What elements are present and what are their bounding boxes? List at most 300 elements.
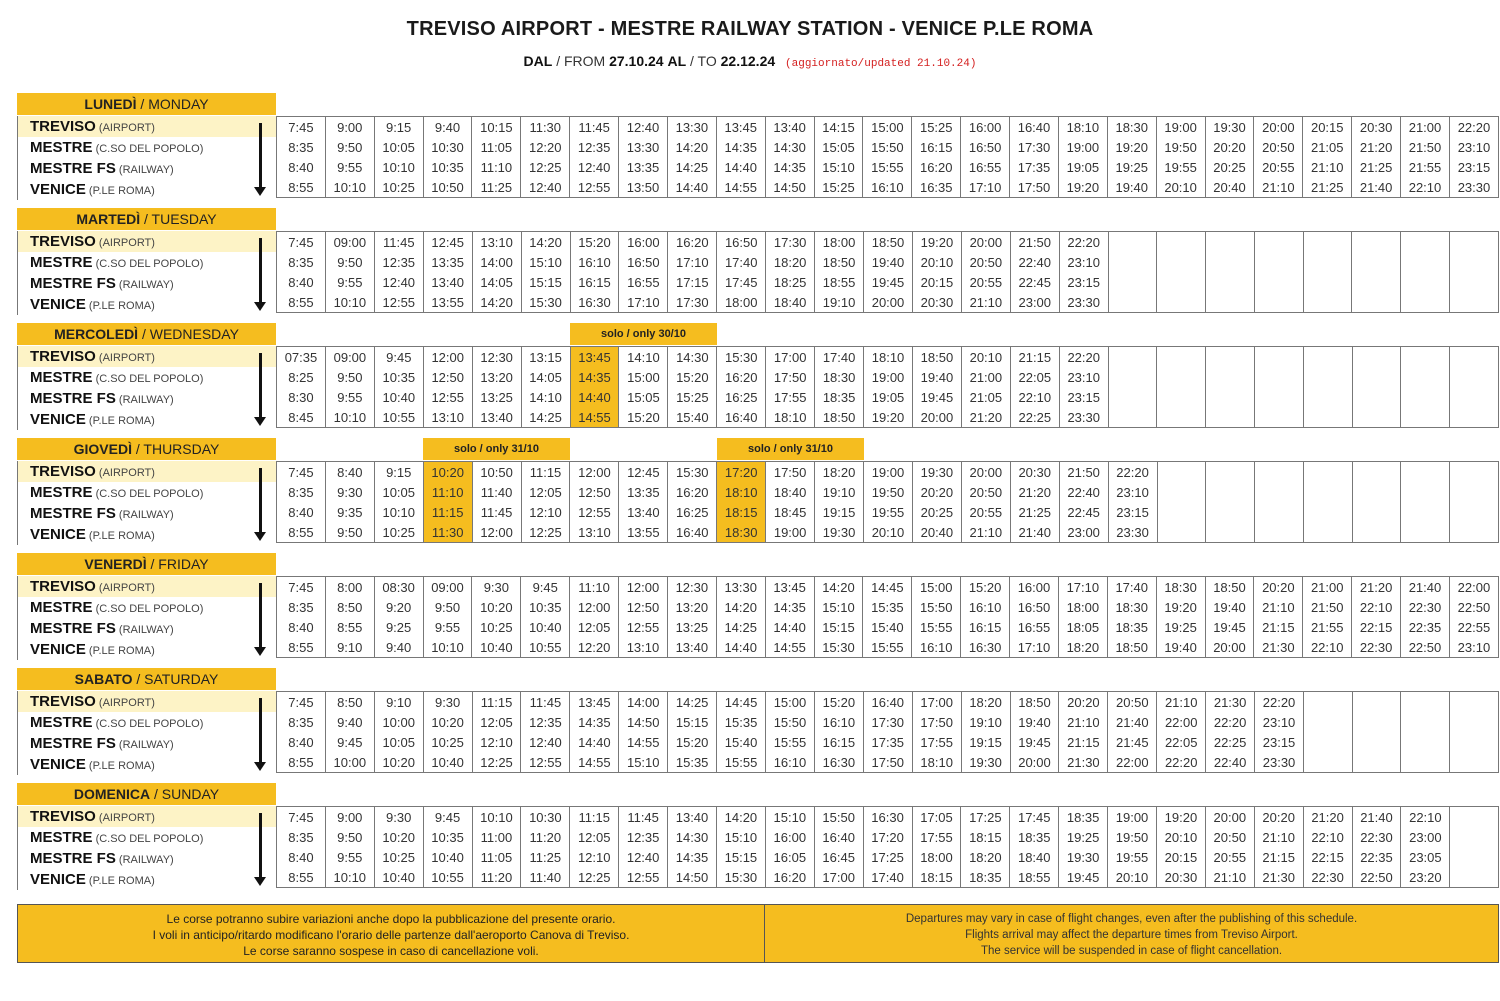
table-row	[277, 137, 1499, 157]
day-name-en: SUNDAY	[161, 786, 220, 802]
time-cell: 20:30	[1010, 462, 1059, 483]
departure-times-table	[276, 346, 1499, 428]
time-cell: 15:35	[863, 597, 912, 617]
table-row	[277, 637, 1499, 658]
time-cell: 17:50	[912, 712, 961, 732]
time-cell: 12:25	[521, 522, 570, 543]
time-cell: 22:45	[1059, 502, 1108, 522]
time-cell: 13:45	[765, 577, 814, 598]
time-cell: 16:10	[814, 712, 863, 732]
time-cell: 13:10	[423, 407, 472, 428]
time-cell	[1352, 732, 1401, 752]
time-cell: 18:35	[815, 387, 864, 407]
time-cell: 16:30	[863, 807, 912, 828]
time-cell: 22:45	[1010, 272, 1059, 292]
stop-name: MESTRE	[30, 714, 93, 731]
time-cell: 13:25	[472, 387, 521, 407]
time-cell: 19:00	[864, 367, 913, 387]
time-cell: 22:25	[1206, 732, 1255, 752]
time-cell	[1206, 232, 1255, 253]
time-cell: 22:30	[1401, 597, 1450, 617]
start-date: 27.10.24	[609, 53, 664, 69]
time-cell: 18:10	[1058, 117, 1107, 138]
time-cell: 11:10	[472, 157, 521, 177]
time-cell: 22:20	[1059, 232, 1108, 253]
stop-detail: (P.LE ROMA)	[88, 415, 155, 427]
stop-list	[17, 806, 277, 890]
stop-detail: (AIRPORT)	[98, 122, 155, 134]
time-cell	[1352, 482, 1401, 502]
time-cell: 14:05	[521, 367, 570, 387]
time-cell: 17:10	[668, 252, 717, 272]
time-cell: 14:45	[863, 577, 912, 598]
time-cell	[1157, 522, 1206, 543]
time-cell: 19:15	[961, 732, 1010, 752]
time-cell: 8:35	[277, 482, 326, 502]
time-cell: 20:00	[1010, 752, 1059, 773]
time-cell: 12:30	[472, 347, 521, 368]
stop-treviso	[18, 576, 277, 597]
time-cell: 14:20	[521, 232, 570, 253]
time-cell	[1255, 462, 1304, 483]
time-cell: 13:25	[667, 617, 716, 637]
time-cell: 09:00	[325, 232, 374, 253]
to-label: / TO	[690, 53, 717, 69]
time-cell	[1450, 692, 1499, 713]
time-cell: 20:00	[961, 232, 1010, 253]
time-cell: 12:40	[619, 847, 668, 867]
time-cell	[1303, 482, 1352, 502]
time-cell: 14:45	[717, 692, 766, 713]
table-row	[277, 522, 1499, 543]
time-cell	[1450, 732, 1499, 752]
time-cell: 22:10	[1401, 177, 1450, 198]
time-cell: 18:50	[1107, 637, 1156, 658]
departure-times-table	[276, 806, 1499, 888]
time-cell: 12:40	[374, 272, 423, 292]
time-cell: 10:55	[423, 867, 472, 888]
validity-period	[0, 53, 1500, 70]
time-cell: 15:10	[814, 157, 863, 177]
time-cell: 16:10	[912, 637, 961, 658]
time-cell	[1157, 232, 1206, 253]
time-cell: 12:35	[619, 827, 668, 847]
time-cell: 20:55	[961, 502, 1010, 522]
time-cell	[1401, 252, 1450, 272]
time-cell	[1352, 272, 1401, 292]
time-cell	[1206, 292, 1255, 313]
time-cell: 12:50	[423, 367, 472, 387]
time-cell: 21:50	[1010, 232, 1059, 253]
time-cell: 19:20	[1107, 137, 1156, 157]
time-cell: 22:20	[1108, 462, 1157, 483]
time-cell: 14:55	[716, 177, 765, 198]
stop-detail: (P.LE ROMA)	[88, 875, 155, 887]
special-date-banner: solo / only 31/10	[717, 438, 864, 460]
time-cell: 14:35	[765, 597, 814, 617]
time-cell: 19:40	[1205, 597, 1254, 617]
time-cell: 9:50	[325, 827, 374, 847]
time-cell: 18:55	[1010, 867, 1059, 888]
time-cell: 14:35	[668, 847, 717, 867]
stop-mestre	[18, 827, 277, 848]
stop-name: VENICE	[30, 526, 86, 543]
time-cell: 19:30	[1205, 117, 1254, 138]
down-arrow-icon	[254, 877, 266, 886]
time-cell: 11:40	[521, 867, 570, 888]
time-cell: 17:10	[1058, 577, 1107, 598]
time-cell	[1303, 232, 1352, 253]
time-cell: 9:30	[325, 482, 374, 502]
time-cell: 10:25	[472, 617, 521, 637]
time-cell: 17:40	[1107, 577, 1156, 598]
time-cell: 20:30	[1156, 867, 1205, 888]
stop-detail: (C.SO DEL POPOLO)	[95, 833, 204, 845]
time-cell	[1108, 347, 1157, 368]
time-cell: 13:55	[423, 292, 472, 313]
time-cell: 15:30	[668, 462, 717, 483]
time-cell: 20:55	[961, 272, 1010, 292]
time-cell: 8:55	[277, 867, 326, 888]
time-cell: 22:00	[1108, 752, 1157, 773]
table-row	[277, 847, 1499, 867]
time-cell	[1352, 522, 1401, 543]
time-cell: 9:15	[374, 462, 423, 483]
time-cell	[1352, 712, 1401, 732]
time-cell	[1255, 522, 1304, 543]
time-cell: 23:15	[1059, 272, 1108, 292]
stop-venice	[18, 869, 277, 890]
time-cell: 15:35	[668, 752, 717, 773]
time-cell: 14:55	[619, 732, 668, 752]
time-cell: 15:55	[912, 617, 961, 637]
time-cell: 12:40	[521, 732, 570, 752]
time-cell	[1206, 407, 1255, 428]
table-row	[277, 482, 1499, 502]
time-cell: 20:50	[961, 252, 1010, 272]
time-cell: 17:10	[961, 177, 1010, 198]
day-name-en: MONDAY	[148, 96, 209, 112]
time-cell: 20:15	[912, 272, 961, 292]
time-cell: 8:55	[277, 637, 326, 658]
time-cell: 17:40	[717, 252, 766, 272]
time-cell: 20:00	[864, 292, 913, 313]
day-name-en: WEDNESDAY	[149, 326, 239, 342]
time-cell: 14:30	[765, 137, 814, 157]
time-cell: 15:10	[765, 807, 814, 828]
stop-list	[17, 461, 277, 545]
time-cell	[1254, 347, 1303, 368]
time-cell: 18:30	[815, 367, 864, 387]
time-cell: 13:40	[472, 407, 521, 428]
time-cell: 15:05	[814, 137, 863, 157]
time-cell: 18:20	[766, 252, 815, 272]
departure-times-table	[276, 116, 1499, 198]
time-cell: 13:35	[423, 252, 472, 272]
time-cell: 9:55	[325, 157, 374, 177]
time-cell: 20:55	[1205, 847, 1254, 867]
time-cell: 21:40	[1352, 177, 1401, 198]
time-cell: 14:40	[570, 732, 619, 752]
time-cell: 10:30	[521, 807, 570, 828]
time-cell: 18:15	[961, 827, 1010, 847]
stop-name: TREVISO	[30, 578, 96, 595]
time-cell: 9:40	[325, 712, 374, 732]
time-cell: 12:50	[619, 597, 668, 617]
time-cell: 21:05	[961, 387, 1010, 407]
time-cell: 15:40	[717, 732, 766, 752]
footer-italian	[18, 911, 764, 959]
time-cell: 15:10	[814, 597, 863, 617]
departure-times-table	[276, 461, 1499, 543]
time-cell: 11:15	[423, 502, 472, 522]
time-cell: 21:10	[1303, 157, 1352, 177]
time-cell: 14:20	[716, 597, 765, 617]
time-cell: 23:00	[1010, 292, 1059, 313]
time-cell: 9:50	[325, 522, 374, 543]
time-cell: 16:00	[619, 232, 668, 253]
time-cell: 19:45	[1205, 617, 1254, 637]
time-cell	[1450, 827, 1499, 847]
time-cell: 17:25	[863, 847, 912, 867]
time-cell	[1303, 522, 1352, 543]
time-cell: 18:35	[961, 867, 1010, 888]
stop-name: VENICE	[30, 181, 86, 198]
time-cell: 16:15	[912, 137, 961, 157]
time-cell: 21:20	[961, 407, 1010, 428]
time-cell: 21:45	[1108, 732, 1157, 752]
time-cell: 11:30	[521, 117, 570, 138]
time-cell	[1401, 482, 1450, 502]
stop-detail: (C.SO DEL POPOLO)	[95, 143, 204, 155]
time-cell: 21:30	[1254, 867, 1303, 888]
time-cell: 10:00	[374, 712, 423, 732]
time-cell	[1157, 367, 1206, 387]
time-cell: 22:30	[1352, 827, 1401, 847]
time-cell: 21:20	[1352, 137, 1401, 157]
time-cell	[1401, 292, 1450, 313]
updated-note: (aggiornato/updated 21.10.24)	[785, 58, 977, 70]
day-name-it: GIOVEDÌ	[73, 441, 132, 457]
time-cell: 14:40	[570, 387, 619, 407]
time-cell: 7:45	[277, 577, 326, 598]
time-cell: 9:30	[472, 577, 521, 598]
time-cell: 14:25	[668, 692, 717, 713]
time-cell: 20:10	[912, 252, 961, 272]
time-cell: 8:35	[277, 712, 326, 732]
time-cell: 16:30	[570, 292, 619, 313]
stop-name: MESTRE	[30, 139, 93, 156]
time-cell	[1206, 252, 1255, 272]
time-cell: 10:55	[374, 407, 423, 428]
stop-detail: (C.SO DEL POPOLO)	[95, 258, 204, 270]
time-cell: 17:45	[717, 272, 766, 292]
stop-detail: (AIRPORT)	[98, 582, 155, 594]
time-cell: 19:25	[1059, 827, 1108, 847]
time-cell: 20:55	[1254, 157, 1303, 177]
page-title: TREVISO AIRPORT - MESTRE RAILWAY STATION - VENICE P.LE ROMA	[406, 18, 1094, 40]
time-cell: 10:50	[423, 177, 472, 198]
table-row	[277, 177, 1499, 198]
time-cell: 13:50	[619, 177, 668, 198]
time-cell: 8:40	[325, 462, 374, 483]
time-cell: 10:10	[374, 502, 423, 522]
time-cell: 18:30	[1156, 577, 1205, 598]
time-cell: 10:10	[423, 637, 472, 658]
time-cell	[1157, 387, 1206, 407]
stop-detail: (P.LE ROMA)	[88, 645, 155, 657]
time-cell	[1450, 252, 1499, 272]
time-cell: 21:55	[1401, 157, 1450, 177]
down-arrow-icon	[259, 123, 262, 189]
time-cell: 15:30	[521, 292, 570, 313]
time-cell: 9:10	[374, 692, 423, 713]
stop-detail: (C.SO DEL POPOLO)	[95, 488, 204, 500]
day-name-it: MARTEDÌ	[76, 211, 141, 227]
table-row	[277, 712, 1499, 732]
time-cell: 19:50	[864, 482, 913, 502]
time-cell: 20:10	[864, 522, 913, 543]
time-cell: 20:00	[1205, 637, 1254, 658]
time-cell: 9:40	[374, 637, 423, 658]
time-cell: 12:00	[423, 347, 472, 368]
stop-detail: (RAILWAY)	[118, 509, 174, 521]
stop-venice	[18, 639, 277, 660]
stop-list	[17, 116, 277, 200]
stop-treviso	[18, 346, 277, 367]
time-cell: 20:00	[1254, 117, 1303, 138]
special-date-banner: solo / only 31/10	[423, 438, 570, 460]
down-arrow-icon	[254, 187, 266, 196]
time-cell: 8:55	[277, 177, 326, 198]
time-cell: 23:05	[1401, 847, 1450, 867]
time-cell: 20:40	[912, 522, 961, 543]
time-cell: 22:10	[1303, 827, 1352, 847]
time-cell	[1303, 272, 1352, 292]
time-cell: 14:50	[619, 712, 668, 732]
time-cell: 20:10	[1156, 177, 1205, 198]
time-cell: 9:55	[325, 387, 374, 407]
time-cell: 16:25	[668, 502, 717, 522]
time-cell: 12:00	[570, 462, 619, 483]
time-cell: 12:05	[570, 617, 619, 637]
stop-detail: (C.SO DEL POPOLO)	[95, 373, 204, 385]
time-cell: 16:25	[717, 387, 766, 407]
time-cell: 17:10	[619, 292, 668, 313]
day-block-friday	[17, 553, 1499, 663]
time-cell: 13:30	[716, 577, 765, 598]
time-cell: 22:10	[1303, 637, 1352, 658]
time-cell	[1206, 347, 1255, 368]
time-cell: 18:00	[1058, 597, 1107, 617]
time-cell: 22:40	[1206, 752, 1255, 773]
table-row	[277, 732, 1499, 752]
time-cell: 21:10	[1205, 867, 1254, 888]
day-name-en: SATURDAY	[144, 671, 219, 687]
time-cell: 11:05	[472, 847, 521, 867]
time-cell: 9:40	[423, 117, 472, 138]
time-cell: 13:10	[570, 522, 619, 543]
stop-venice	[18, 179, 277, 200]
time-cell: 15:10	[619, 752, 668, 773]
time-cell: 9:50	[325, 367, 374, 387]
time-cell: 21:25	[1010, 502, 1059, 522]
time-cell: 16:10	[570, 252, 619, 272]
time-cell: 17:30	[863, 712, 912, 732]
time-cell: 21:25	[1352, 157, 1401, 177]
time-cell: 8:45	[277, 407, 326, 428]
time-cell: 10:00	[325, 752, 374, 773]
time-cell: 12:55	[619, 617, 668, 637]
time-cell: 17:50	[766, 367, 815, 387]
time-cell: 9:55	[325, 272, 374, 292]
time-cell	[1254, 367, 1303, 387]
day-header: VENERDÌ / FRIDAY	[17, 553, 276, 575]
time-cell: 22:50	[1401, 637, 1450, 658]
day-name-it: VENERDÌ	[84, 556, 147, 572]
time-cell: 17:30	[1010, 137, 1059, 157]
down-arrow-icon	[254, 532, 266, 541]
time-cell: 19:00	[1156, 117, 1205, 138]
time-cell: 07:35	[277, 347, 326, 368]
stop-name: MESTRE FS	[30, 275, 116, 292]
time-cell: 8:55	[277, 752, 326, 773]
time-cell: 13:35	[619, 157, 668, 177]
time-cell: 17:30	[766, 232, 815, 253]
time-cell: 14:25	[667, 157, 716, 177]
time-cell: 22:50	[1449, 597, 1498, 617]
time-cell: 16:35	[912, 177, 961, 198]
time-cell: 8:50	[325, 692, 374, 713]
time-cell: 12:35	[374, 252, 423, 272]
time-cell: 21:10	[1059, 712, 1108, 732]
time-cell	[1401, 232, 1450, 253]
day-name-it: SABATO	[74, 671, 133, 687]
time-cell: 14:10	[521, 387, 570, 407]
time-cell: 17:50	[863, 752, 912, 773]
time-cell: 22:40	[1010, 252, 1059, 272]
time-cell: 8:40	[277, 157, 326, 177]
stop-detail: (RAILWAY)	[118, 279, 174, 291]
stop-list	[17, 576, 277, 660]
time-cell: 9:10	[325, 637, 374, 658]
time-cell: 10:15	[472, 117, 521, 138]
time-cell: 19:00	[1108, 807, 1157, 828]
time-cell: 16:30	[814, 752, 863, 773]
time-cell	[1254, 292, 1303, 313]
time-cell	[1303, 752, 1352, 773]
stop-name: MESTRE FS	[30, 505, 116, 522]
stop-detail: (C.SO DEL POPOLO)	[95, 603, 204, 615]
time-cell: 15:15	[716, 847, 765, 867]
time-cell: 10:10	[472, 807, 521, 828]
time-cell: 11:10	[570, 577, 619, 598]
time-cell: 16:00	[1010, 577, 1059, 598]
stop-name: TREVISO	[30, 118, 96, 135]
time-cell: 22:40	[1059, 482, 1108, 502]
time-cell: 18:55	[815, 272, 864, 292]
time-cell: 12:00	[472, 522, 521, 543]
time-cell: 9:15	[374, 117, 423, 138]
day-header: GIOVEDÌ / THURSDAY	[17, 438, 276, 460]
table-row	[277, 867, 1499, 888]
time-cell: 16:20	[668, 482, 717, 502]
time-cell: 14:15	[814, 117, 863, 138]
time-cell: 18:50	[1205, 577, 1254, 598]
time-cell: 17:30	[668, 292, 717, 313]
time-cell	[1303, 252, 1352, 272]
time-cell: 19:45	[1010, 732, 1059, 752]
